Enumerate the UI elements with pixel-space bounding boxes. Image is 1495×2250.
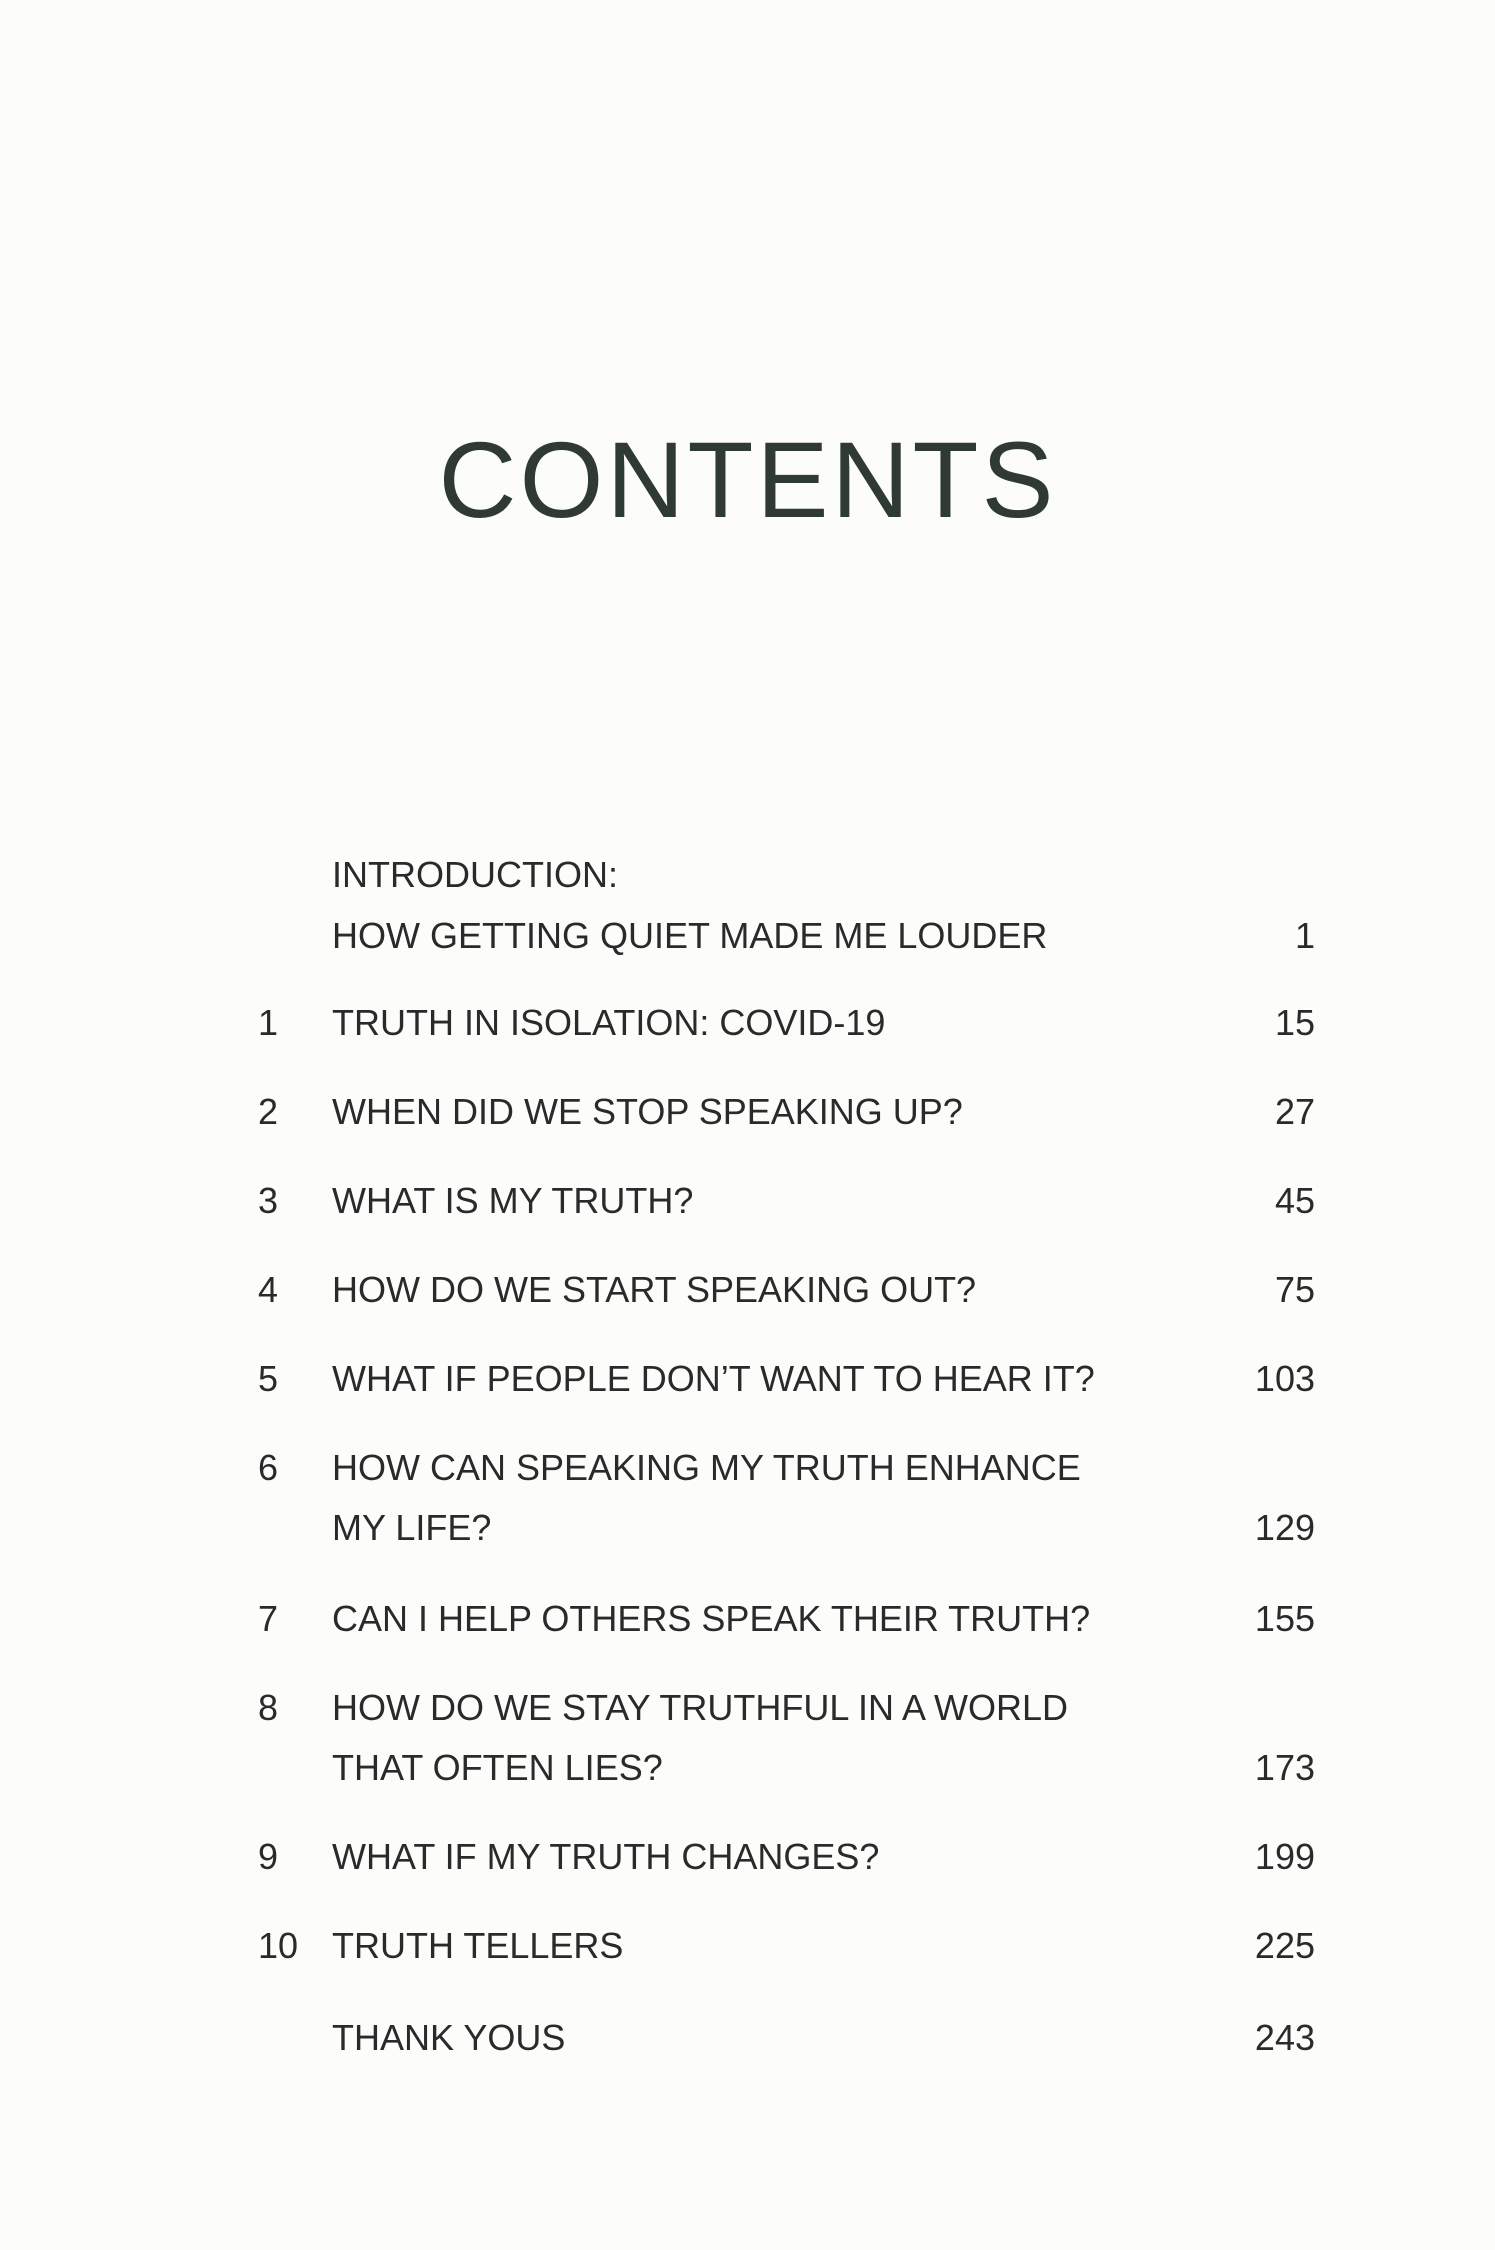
chapter-title: MY LIFE? (332, 1507, 492, 1548)
chapter-title: HOW CAN SPEAKING MY TRUTH ENHANCE (332, 1447, 1081, 1488)
toc-entry (0, 914, 1495, 958)
chapter-number: 6 (258, 1447, 279, 1488)
chapter-title: THANK YOUS (332, 2017, 566, 2058)
chapter-title: TRUTH IN ISOLATION: COVID-19 (332, 1002, 886, 1043)
page-number: 155 (1254, 1598, 1315, 1639)
toc-entry (0, 2016, 1495, 2060)
toc-entry (0, 1446, 1495, 1490)
toc-entry (0, 1268, 1495, 1312)
page-number: 15 (1274, 1002, 1315, 1043)
chapter-number: 4 (258, 1269, 279, 1310)
toc-entry (0, 1001, 1495, 1045)
toc-entry (0, 1924, 1495, 1968)
chapter-number: 5 (258, 1358, 279, 1399)
page-number: 27 (1274, 1091, 1315, 1132)
chapter-title: WHAT IS MY TRUTH? (332, 1180, 694, 1221)
chapter-number: 9 (258, 1836, 279, 1877)
toc-entry (0, 1686, 1495, 1730)
toc-entry (0, 1597, 1495, 1641)
page-number: 75 (1274, 1269, 1315, 1310)
toc-entry (0, 1090, 1495, 1134)
toc-entry (0, 1179, 1495, 1223)
chapter-title: CAN I HELP OTHERS SPEAK THEIR TRUTH? (332, 1598, 1091, 1639)
chapter-title: WHAT IF MY TRUTH CHANGES? (332, 1836, 880, 1877)
chapter-number: 2 (258, 1091, 279, 1132)
chapter-title: HOW DO WE START SPEAKING OUT? (332, 1269, 977, 1310)
page-number: 103 (1254, 1358, 1315, 1399)
chapter-title: INTRODUCTION: (332, 854, 618, 895)
page-number: 173 (1254, 1747, 1315, 1788)
toc-entry (0, 1746, 1495, 1790)
page-number: 45 (1274, 1180, 1315, 1221)
page-title: CONTENTS (438, 419, 1057, 540)
chapter-title: HOW GETTING QUIET MADE ME LOUDER (332, 915, 1048, 956)
page-number: 129 (1254, 1507, 1315, 1548)
page-number: 225 (1254, 1925, 1315, 1966)
chapter-number: 8 (258, 1687, 279, 1728)
toc-entry (0, 1835, 1495, 1879)
chapter-title: WHEN DID WE STOP SPEAKING UP? (332, 1091, 963, 1132)
chapter-number: 10 (258, 1925, 299, 1966)
page-number: 243 (1254, 2017, 1315, 2058)
chapter-number: 1 (258, 1002, 279, 1043)
chapter-title: WHAT IF PEOPLE DON’T WANT TO HEAR IT? (332, 1358, 1095, 1399)
chapter-title: TRUTH TELLERS (332, 1925, 624, 1966)
chapter-number: 7 (258, 1598, 279, 1639)
page-number: 199 (1254, 1836, 1315, 1877)
page-number: 1 (1294, 915, 1315, 956)
chapter-title: THAT OFTEN LIES? (332, 1747, 663, 1788)
toc-entry (0, 1506, 1495, 1550)
toc-entry (0, 1357, 1495, 1401)
toc-entry (0, 853, 1495, 897)
chapter-number: 3 (258, 1180, 279, 1221)
chapter-title: HOW DO WE STAY TRUTHFUL IN A WORLD (332, 1687, 1069, 1728)
